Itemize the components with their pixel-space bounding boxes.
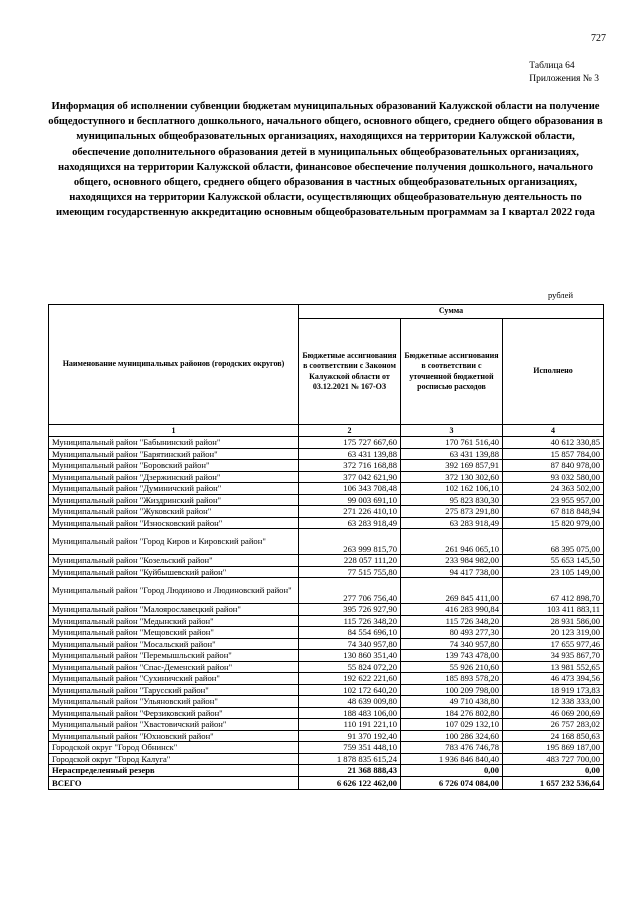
row-col3: 783 476 746,78 — [401, 742, 503, 754]
row-col3: 100 209 798,00 — [401, 684, 503, 696]
row-col4: 23 105 149,00 — [503, 566, 604, 578]
row-col3: 185 893 578,20 — [401, 673, 503, 685]
row-col2: 63 283 918,49 — [299, 517, 401, 529]
row-col4: 1 657 232 536,64 — [503, 776, 604, 789]
row-col3: 100 286 324,60 — [401, 730, 503, 742]
row-col2: 91 370 192,40 — [299, 730, 401, 742]
row-col4: 483 727 700,00 — [503, 753, 604, 765]
row-name: Муниципальный район "Малоярославецкий район" — [49, 604, 299, 616]
row-col2: 759 351 448,10 — [299, 742, 401, 754]
row-name: Городской округ "Город Обнинск" — [49, 742, 299, 754]
row-col2: 84 554 696,10 — [299, 627, 401, 639]
row-col4: 34 935 867,70 — [503, 650, 604, 662]
row-col3: 94 417 738,00 — [401, 566, 503, 578]
table-row — [49, 627, 604, 639]
row-name: Муниципальный район "Мещовский район" — [49, 627, 299, 639]
table-row — [49, 765, 604, 777]
row-col4: 40 612 330,85 — [503, 437, 604, 449]
header-col4: Исполнено — [503, 319, 604, 425]
row-name: Муниципальный район "Сухиничский район" — [49, 673, 299, 685]
row-col3: 95 823 830,30 — [401, 494, 503, 506]
row-col4: 195 869 187,00 — [503, 742, 604, 754]
table-row — [49, 578, 604, 604]
row-col3: 102 162 106,10 — [401, 483, 503, 495]
table-row — [49, 555, 604, 567]
row-col3: 107 029 132,10 — [401, 719, 503, 731]
row-name: Муниципальный район "Медынский район" — [49, 615, 299, 627]
row-col4: 12 338 333,00 — [503, 696, 604, 708]
table-row — [49, 753, 604, 765]
table-row — [49, 604, 604, 616]
execution-table — [48, 304, 604, 790]
row-col4: 46 473 394,56 — [503, 673, 604, 685]
row-name: ВСЕГО — [49, 776, 299, 789]
table-row — [49, 448, 604, 460]
row-name: Муниципальный район "Козельский район" — [49, 555, 299, 567]
header-index-1: 1 — [49, 425, 299, 437]
row-col3: 49 710 438,80 — [401, 696, 503, 708]
table-row — [49, 673, 604, 685]
table-row — [49, 460, 604, 472]
row-col4: 103 411 883,11 — [503, 604, 604, 616]
row-col2: 21 368 888,43 — [299, 765, 401, 777]
row-col4: 87 840 978,00 — [503, 460, 604, 472]
table-row — [49, 661, 604, 673]
row-col3: 55 926 210,60 — [401, 661, 503, 673]
row-col4: 67 818 848,94 — [503, 506, 604, 518]
row-name: Муниципальный район "Думиничский район" — [49, 483, 299, 495]
row-name: Муниципальный район "Тарусский район" — [49, 684, 299, 696]
row-col3: 269 845 411,00 — [401, 578, 503, 604]
table-row — [49, 742, 604, 754]
row-col2: 372 716 168,88 — [299, 460, 401, 472]
row-col3: 184 276 802,80 — [401, 707, 503, 719]
table-row — [49, 696, 604, 708]
row-col2: 63 431 139,88 — [299, 448, 401, 460]
row-col3: 115 726 348,20 — [401, 615, 503, 627]
row-col3: 63 431 139,88 — [401, 448, 503, 460]
row-col2: 263 999 815,70 — [299, 529, 401, 555]
row-col4: 93 032 580,00 — [503, 471, 604, 483]
header-sum: Сумма — [299, 305, 604, 319]
row-col2: 74 340 957,80 — [299, 638, 401, 650]
header-index-3: 3 — [401, 425, 503, 437]
row-col3: 170 761 516,40 — [401, 437, 503, 449]
page-number: 727 — [591, 33, 606, 44]
row-col4: 15 857 784,00 — [503, 448, 604, 460]
table-row — [49, 615, 604, 627]
row-name: Муниципальный район "Хвастовичский район" — [49, 719, 299, 731]
row-name: Муниципальный район "Бабынинский район" — [49, 437, 299, 449]
row-col3: 275 873 291,80 — [401, 506, 503, 518]
row-col4: 46 069 200,69 — [503, 707, 604, 719]
row-name: Муниципальный район "Город Людиново и Людиновский район" — [49, 578, 299, 604]
row-col3: 63 283 918,49 — [401, 517, 503, 529]
row-col2: 277 706 756,40 — [299, 578, 401, 604]
row-col2: 106 343 708,48 — [299, 483, 401, 495]
row-col2: 110 191 221,10 — [299, 719, 401, 731]
row-col2: 48 639 009,80 — [299, 696, 401, 708]
row-name: Муниципальный район "Мосальский район" — [49, 638, 299, 650]
row-col3: 74 340 957,80 — [401, 638, 503, 650]
row-col2: 188 483 106,00 — [299, 707, 401, 719]
table-row — [49, 437, 604, 449]
table-row — [49, 650, 604, 662]
table-row — [49, 776, 604, 789]
row-name: Нераспределенный резерв — [49, 765, 299, 777]
row-name: Муниципальный район "Дзержинский район" — [49, 471, 299, 483]
header-col3: Бюджетные ассигнования в соответствии с уточненной бюджетной росписью расходов — [401, 319, 503, 425]
row-name: Муниципальный район "Жиздринский район" — [49, 494, 299, 506]
row-name: Муниципальный район "Ульяновский район" — [49, 696, 299, 708]
row-name: Муниципальный район "Износковский район" — [49, 517, 299, 529]
table-row — [49, 517, 604, 529]
row-col2: 271 226 410,10 — [299, 506, 401, 518]
row-col2: 77 515 755,80 — [299, 566, 401, 578]
row-col3: 261 946 065,10 — [401, 529, 503, 555]
header-index-4: 4 — [503, 425, 604, 437]
row-name: Муниципальный район "Спас-Деменский район" — [49, 661, 299, 673]
table-ref-line2: Приложения № 3 — [529, 74, 599, 84]
header-name: Наименование муниципальных районов (городских округов) — [49, 305, 299, 425]
row-name: Городской округ "Город Калуга" — [49, 753, 299, 765]
row-name: Муниципальный район "Жуковский район" — [49, 506, 299, 518]
row-name: Муниципальный район "Барятинский район" — [49, 448, 299, 460]
row-col3: 372 130 302,60 — [401, 471, 503, 483]
row-name: Муниципальный район "Город Киров и Кировский район" — [49, 529, 299, 555]
row-col2: 55 824 072,20 — [299, 661, 401, 673]
table-row — [49, 684, 604, 696]
row-col4: 55 653 145,50 — [503, 555, 604, 567]
table-row — [49, 719, 604, 731]
row-col4: 28 931 586,00 — [503, 615, 604, 627]
row-col4: 13 981 552,65 — [503, 661, 604, 673]
table-row — [49, 638, 604, 650]
row-col4: 26 757 283,02 — [503, 719, 604, 731]
row-col3: 139 743 478,00 — [401, 650, 503, 662]
row-name: Муниципальный район "Ферзиковский район" — [49, 707, 299, 719]
row-col3: 0,00 — [401, 765, 503, 777]
row-col2: 130 860 351,40 — [299, 650, 401, 662]
row-col4: 0,00 — [503, 765, 604, 777]
row-name: Муниципальный район "Юхновский район" — [49, 730, 299, 742]
table-row — [49, 529, 604, 555]
row-col2: 192 622 221,60 — [299, 673, 401, 685]
row-col3: 6 726 074 084,00 — [401, 776, 503, 789]
row-col2: 175 727 667,60 — [299, 437, 401, 449]
row-name: Муниципальный район "Куйбышевский район" — [49, 566, 299, 578]
row-col2: 99 003 691,10 — [299, 494, 401, 506]
row-col2: 228 057 111,20 — [299, 555, 401, 567]
row-col2: 102 172 640,20 — [299, 684, 401, 696]
row-col3: 1 936 846 840,40 — [401, 753, 503, 765]
row-col4: 15 820 979,00 — [503, 517, 604, 529]
table-row — [49, 471, 604, 483]
table-row — [49, 494, 604, 506]
table-reference — [529, 60, 599, 86]
document-title: Информация об исполнении субвенции бюджетам муниципальных образований Калужской области на получение общедоступного и бесплатного дошкольного, начального общего, основного общего, среднего общего образования в муниципальных общеобразовательных организациях, находящихся на территории Калужской области, обеспечение дополнительного образования детей в муниципальных общеобразовательных организациях, находящихся на территории Калужской области, финансовое обеспечение получения дошкольного, начального общего, основного общего, среднего общего образования в частных общеобразовательных организациях, находящихся на территории Калужской области, осуществляющих общеобразовательную деятельность по имеющим государственную аккредитацию основным общеобразовательным программам за I квартал 2022 года — [48, 101, 603, 219]
row-col3: 233 984 982,00 — [401, 555, 503, 567]
table-ref-line1: Таблица 64 — [529, 61, 575, 71]
header-index-2: 2 — [299, 425, 401, 437]
row-col3: 416 283 990,84 — [401, 604, 503, 616]
row-col4: 20 123 319,00 — [503, 627, 604, 639]
row-col4: 23 955 957,00 — [503, 494, 604, 506]
row-col4: 24 363 502,00 — [503, 483, 604, 495]
row-name: Муниципальный район "Боровский район" — [49, 460, 299, 472]
row-col2: 6 626 122 462,00 — [299, 776, 401, 789]
table-row — [49, 483, 604, 495]
row-col2: 377 042 621,90 — [299, 471, 401, 483]
row-col4: 17 655 977,46 — [503, 638, 604, 650]
table-row — [49, 707, 604, 719]
units-label: рублей — [548, 290, 573, 300]
row-col2: 1 878 835 615,24 — [299, 753, 401, 765]
table-body — [49, 437, 604, 790]
row-col2: 115 726 348,20 — [299, 615, 401, 627]
row-col4: 24 168 850,63 — [503, 730, 604, 742]
row-col4: 18 919 173,83 — [503, 684, 604, 696]
header-col2: Бюджетные ассигнования в соответствии с Законом Калужской области от 03.12.2021 № 167-ОЗ — [299, 319, 401, 425]
table-row — [49, 506, 604, 518]
table-row — [49, 566, 604, 578]
row-col3: 392 169 857,91 — [401, 460, 503, 472]
row-col2: 395 726 927,90 — [299, 604, 401, 616]
row-col4: 67 412 898,70 — [503, 578, 604, 604]
row-col4: 68 395 075,00 — [503, 529, 604, 555]
row-col3: 80 493 277,30 — [401, 627, 503, 639]
table-row — [49, 730, 604, 742]
row-name: Муниципальный район "Перемышльский район" — [49, 650, 299, 662]
